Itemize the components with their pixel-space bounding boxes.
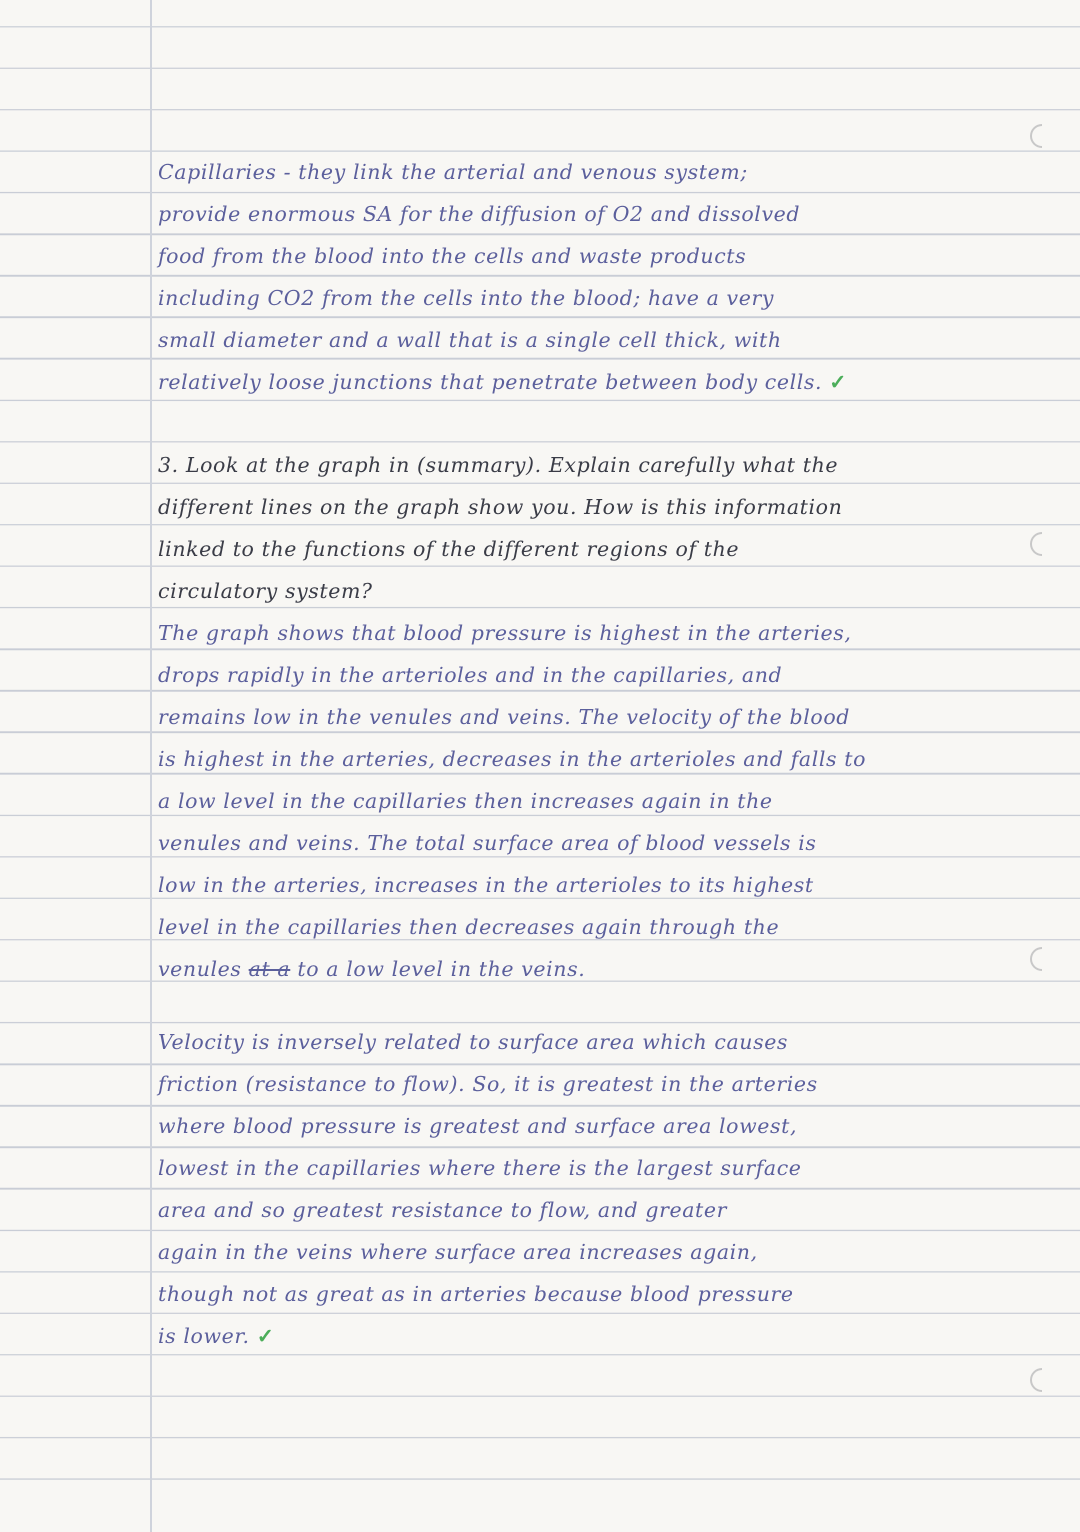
answer-line: low in the arteries, increases in the arterioles to its highest [158, 873, 814, 897]
answer-line: The graph shows that blood pressure is highest in the arteries, [158, 621, 852, 645]
answer-line-text: relatively loose junctions that penetrate between body cells. [158, 370, 823, 394]
question-line: linked to the functions of the different regions of the [158, 537, 740, 561]
answer-line: including CO2 from the cells into the blood; have a very [158, 286, 775, 310]
capillaries-answer [158, 151, 1008, 403]
answer-line: though not as great as in arteries because blood pressure [158, 1282, 794, 1306]
question-line: 3. Look at the graph in (summary). Explain carefully what the [158, 453, 839, 477]
answer-line: Velocity is inversely related to surface area which causes [158, 1030, 789, 1054]
answer-line: area and so greatest resistance to flow, and greater [158, 1198, 728, 1222]
tick-mark-icon: ✓ [256, 1324, 275, 1348]
answer-line: friction (resistance to flow). So, it is greatest in the arteries [158, 1072, 818, 1096]
punch-hole [1030, 947, 1042, 971]
answer-line: where blood pressure is greatest and surface area lowest, [158, 1114, 798, 1138]
answer-line: small diameter and a wall that is a single cell thick, with [158, 328, 782, 352]
question-line: different lines on the graph show you. How is this information [158, 495, 843, 519]
answer-line-text: is lower. [158, 1324, 250, 1348]
answer-line: level in the capillaries then decreases again through the [158, 915, 780, 939]
crossed-out-text: at a [248, 957, 291, 981]
answer-line: provide enormous SA for the diffusion of O2 and dissolved [158, 202, 801, 226]
punch-hole [1030, 532, 1042, 556]
answer-line [158, 361, 1008, 403]
answer-text: venules [158, 957, 242, 981]
answer-line: lowest in the capillaries where there is the largest surface [158, 1156, 802, 1180]
question-line: circulatory system? [158, 579, 373, 603]
answer-line [158, 948, 1008, 990]
answer-line: remains low in the venules and veins. The velocity of the blood [158, 705, 850, 729]
question-3-block [158, 444, 1008, 990]
answer-line [158, 1315, 1008, 1357]
tick-mark-icon: ✓ [829, 370, 848, 394]
punch-hole [1030, 1368, 1042, 1392]
answer-line: drops rapidly in the arterioles and in the capillaries, and [158, 663, 783, 687]
answer-line: is highest in the arteries, decreases in the arterioles and falls to [158, 747, 867, 771]
answer-line: Capillaries - they link the arterial and venous system; [158, 160, 748, 184]
velocity-explanation [158, 1021, 1008, 1357]
answer-line: venules and veins. The total surface area of blood vessels is [158, 831, 817, 855]
answer-line: food from the blood into the cells and waste products [158, 244, 747, 268]
answer-line: a low level in the capillaries then increases again in the [158, 789, 773, 813]
answer-text: to a low level in the veins. [297, 957, 586, 981]
margin-line [150, 0, 152, 1532]
punch-hole [1030, 124, 1042, 148]
answer-line: again in the veins where surface area increases again, [158, 1240, 758, 1264]
